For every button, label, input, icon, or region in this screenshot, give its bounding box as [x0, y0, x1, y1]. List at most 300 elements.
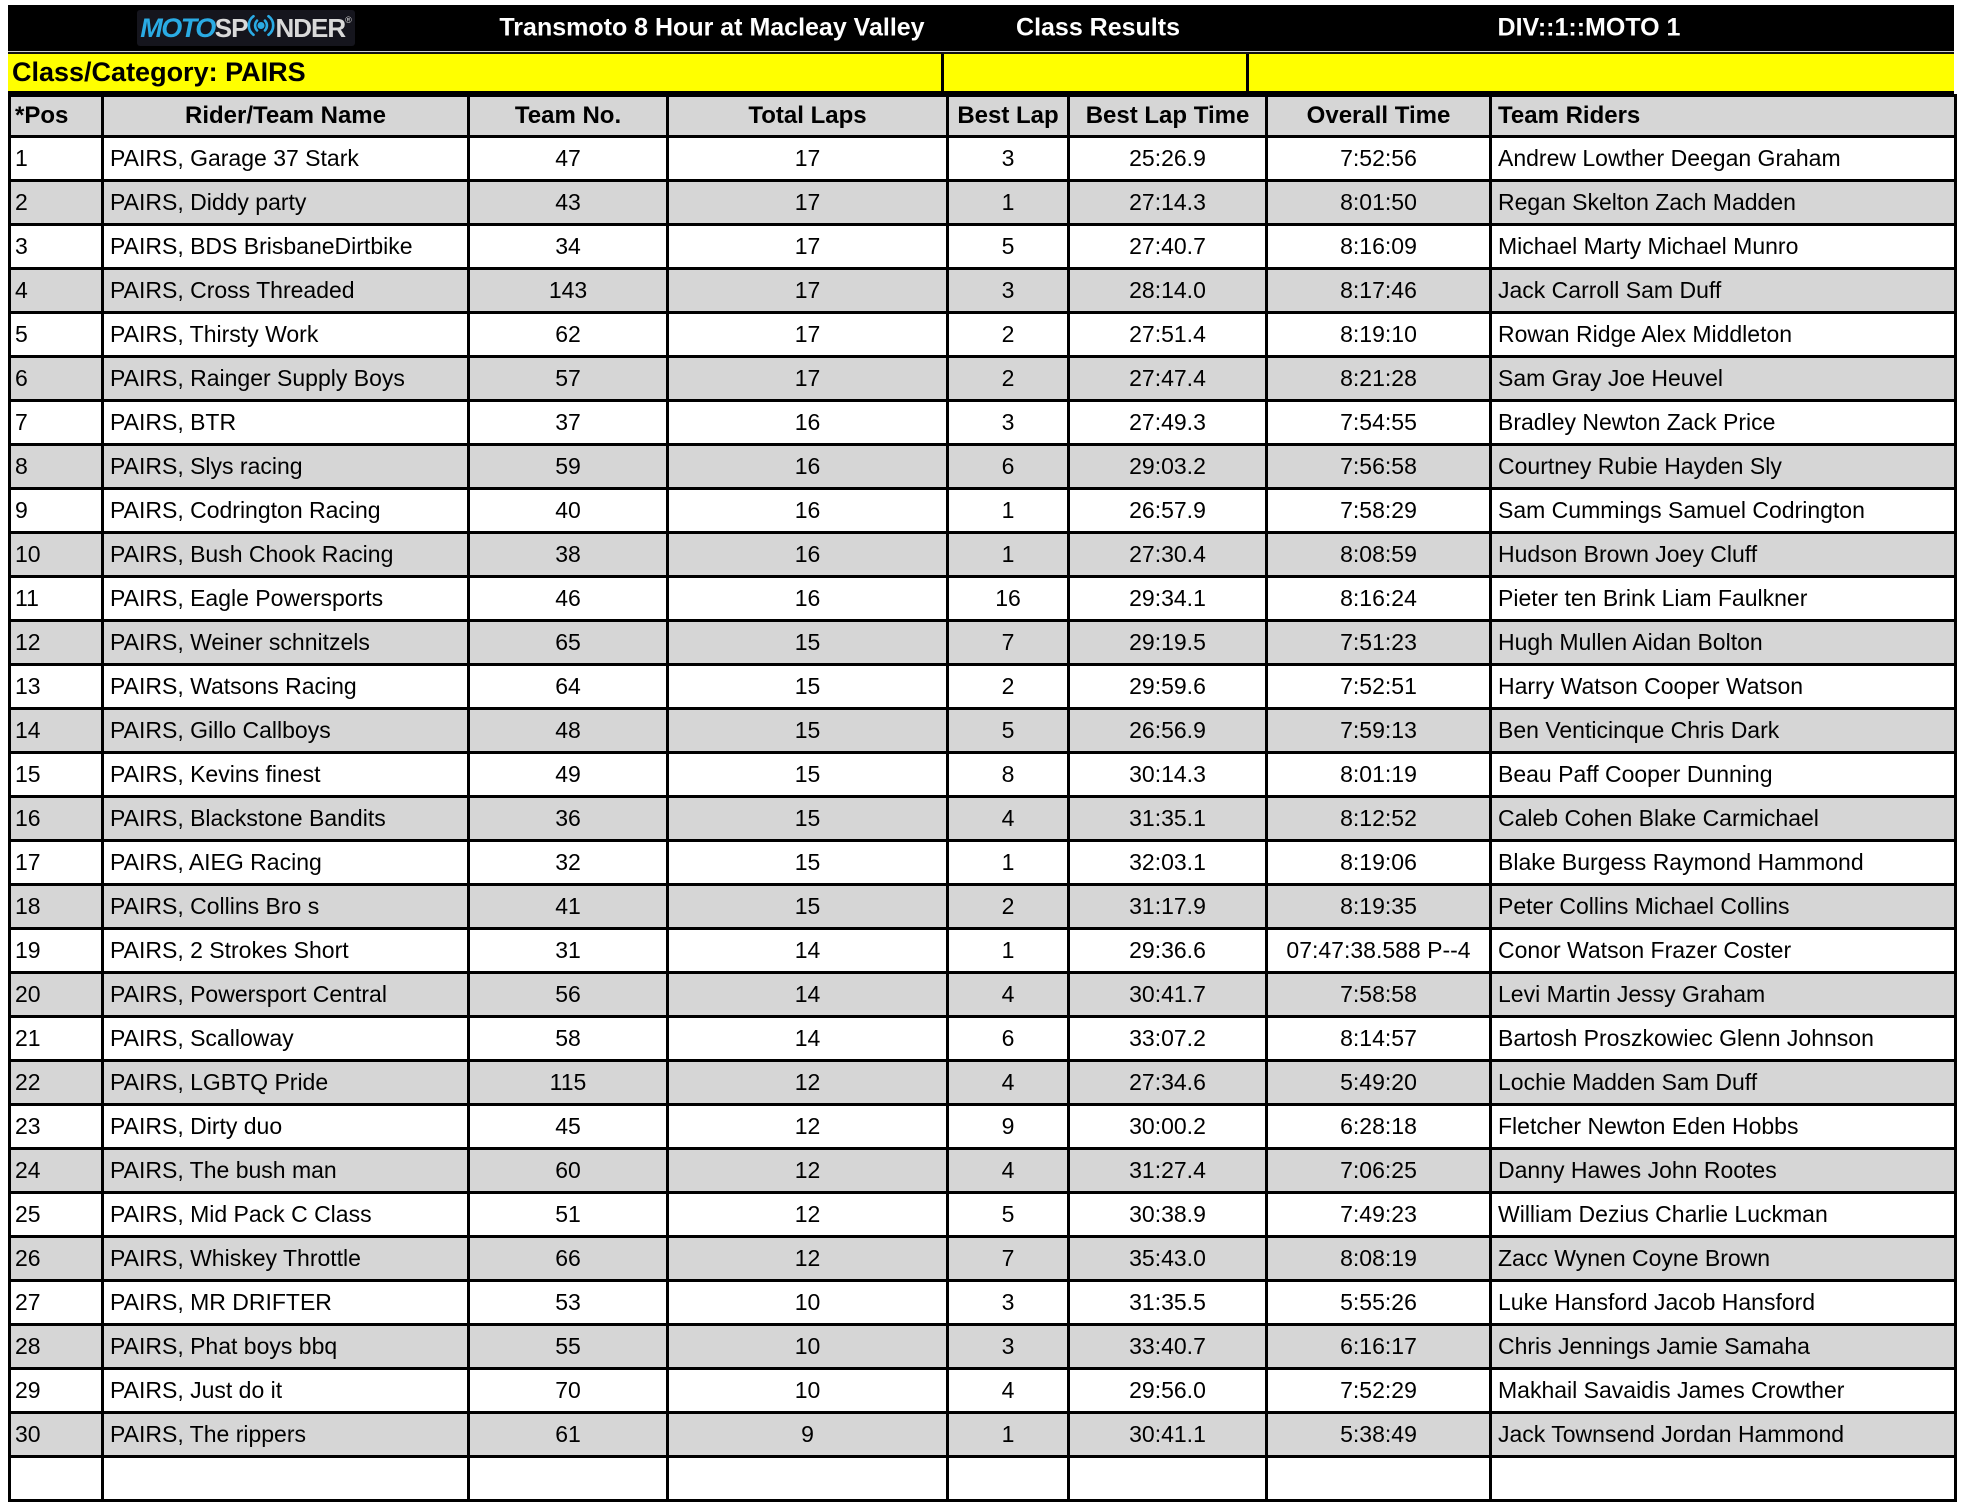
cell-best-lap: 4 — [948, 1369, 1069, 1413]
cell-pos: 21 — [10, 1017, 103, 1061]
table-row — [10, 181, 1956, 225]
cell-best-lap-time: 27:14.3 — [1069, 181, 1267, 225]
cell-best-lap: 2 — [948, 885, 1069, 929]
table-row — [10, 1237, 1956, 1281]
cell-divider — [941, 54, 944, 91]
cell-team-riders: Regan Skelton Zach Madden — [1491, 181, 1956, 225]
cell-best-lap-time: 31:17.9 — [1069, 885, 1267, 929]
table-row — [10, 665, 1956, 709]
cell-best-lap: 4 — [948, 1061, 1069, 1105]
cell-best-lap — [948, 1457, 1069, 1501]
cell-total-laps: 15 — [668, 665, 948, 709]
cell-team-name: PAIRS, Scalloway — [103, 1017, 469, 1061]
cell-team-riders: Luke Hansford Jacob Hansford — [1491, 1281, 1956, 1325]
cell-pos: 11 — [10, 577, 103, 621]
cell-best-lap-time: 30:41.1 — [1069, 1413, 1267, 1457]
cell-best-lap: 1 — [948, 929, 1069, 973]
cell-best-lap: 2 — [948, 357, 1069, 401]
cell-team-name: PAIRS, Kevins finest — [103, 753, 469, 797]
cell-best-lap-time: 28:14.0 — [1069, 269, 1267, 313]
cell-pos: 29 — [10, 1369, 103, 1413]
cell-team-riders: Blake Burgess Raymond Hammond — [1491, 841, 1956, 885]
cell-team-riders: Rowan Ridge Alex Middleton — [1491, 313, 1956, 357]
col-header-pos: *Pos — [10, 96, 103, 137]
cell-best-lap-time: 30:38.9 — [1069, 1193, 1267, 1237]
cell-best-lap: 6 — [948, 445, 1069, 489]
cell-best-lap: 4 — [948, 1149, 1069, 1193]
table-row — [10, 137, 1956, 181]
cell-team-name: PAIRS, AIEG Racing — [103, 841, 469, 885]
cell-team-riders: Danny Hawes John Rootes — [1491, 1149, 1956, 1193]
cell-best-lap-time — [1069, 1457, 1267, 1501]
cell-overall-time: 8:08:59 — [1267, 533, 1491, 577]
cell-best-lap: 3 — [948, 401, 1069, 445]
cell-team-riders: Fletcher Newton Eden Hobbs — [1491, 1105, 1956, 1149]
col-header-best-lap-time: Best Lap Time — [1069, 96, 1267, 137]
cell-team-no: 36 — [469, 797, 668, 841]
cell-total-laps: 15 — [668, 797, 948, 841]
cell-team-name: PAIRS, Gillo Callboys — [103, 709, 469, 753]
cell-pos: 18 — [10, 885, 103, 929]
cell-pos: 17 — [10, 841, 103, 885]
cell-team-no: 53 — [469, 1281, 668, 1325]
cell-overall-time: 5:38:49 — [1267, 1413, 1491, 1457]
cell-team-riders — [1491, 1457, 1956, 1501]
table-row — [10, 709, 1956, 753]
cell-team-no: 66 — [469, 1237, 668, 1281]
cell-best-lap: 6 — [948, 1017, 1069, 1061]
cell-overall-time: 7:54:55 — [1267, 401, 1491, 445]
cell-overall-time — [1267, 1457, 1491, 1501]
cell-team-no: 59 — [469, 445, 668, 489]
cell-best-lap-time: 30:00.2 — [1069, 1105, 1267, 1149]
table-row — [10, 1017, 1956, 1061]
radio-wave-icon — [246, 12, 276, 44]
cell-total-laps: 17 — [668, 225, 948, 269]
cell-team-name: PAIRS, Rainger Supply Boys — [103, 357, 469, 401]
table-row — [10, 797, 1956, 841]
cell-total-laps: 10 — [668, 1369, 948, 1413]
cell-pos: 6 — [10, 357, 103, 401]
cell-pos: 27 — [10, 1281, 103, 1325]
table-row — [10, 1281, 1956, 1325]
table-row — [10, 1457, 1956, 1501]
cell-overall-time: 7:59:13 — [1267, 709, 1491, 753]
cell-team-name: PAIRS, LGBTQ Pride — [103, 1061, 469, 1105]
class-category-bar — [8, 52, 1954, 94]
logo-sp-text: SP — [214, 12, 248, 43]
cell-team-name: PAIRS, Powersport Central — [103, 973, 469, 1017]
cell-best-lap-time: 30:14.3 — [1069, 753, 1267, 797]
cell-team-name: PAIRS, Eagle Powersports — [103, 577, 469, 621]
table-row — [10, 621, 1956, 665]
cell-overall-time: 7:49:23 — [1267, 1193, 1491, 1237]
cell-team-riders: Conor Watson Frazer Coster — [1491, 929, 1956, 973]
cell-team-no — [469, 1457, 668, 1501]
cell-total-laps: 16 — [668, 577, 948, 621]
table-row — [10, 357, 1956, 401]
cell-team-riders: Harry Watson Cooper Watson — [1491, 665, 1956, 709]
cell-team-name: PAIRS, Cross Threaded — [103, 269, 469, 313]
cell-best-lap: 7 — [948, 621, 1069, 665]
cell-overall-time: 8:16:09 — [1267, 225, 1491, 269]
cell-best-lap-time: 31:35.5 — [1069, 1281, 1267, 1325]
cell-total-laps: 17 — [668, 313, 948, 357]
table-row — [10, 489, 1956, 533]
cell-overall-time: 8:01:50 — [1267, 181, 1491, 225]
cell-best-lap: 3 — [948, 1325, 1069, 1369]
cell-pos: 19 — [10, 929, 103, 973]
cell-team-riders: Lochie Madden Sam Duff — [1491, 1061, 1956, 1105]
cell-best-lap: 7 — [948, 1237, 1069, 1281]
cell-team-riders: Jack Carroll Sam Duff — [1491, 269, 1956, 313]
cell-team-no: 48 — [469, 709, 668, 753]
cell-best-lap-time: 29:56.0 — [1069, 1369, 1267, 1413]
cell-team-riders: William Dezius Charlie Luckman — [1491, 1193, 1956, 1237]
cell-pos: 24 — [10, 1149, 103, 1193]
cell-team-no: 46 — [469, 577, 668, 621]
cell-pos: 4 — [10, 269, 103, 313]
cell-best-lap: 16 — [948, 577, 1069, 621]
cell-total-laps: 16 — [668, 401, 948, 445]
table-row — [10, 1193, 1956, 1237]
cell-team-riders: Sam Gray Joe Heuvel — [1491, 357, 1956, 401]
cell-best-lap: 2 — [948, 665, 1069, 709]
cell-overall-time: 8:17:46 — [1267, 269, 1491, 313]
cell-team-riders: Peter Collins Michael Collins — [1491, 885, 1956, 929]
cell-best-lap: 3 — [948, 137, 1069, 181]
cell-best-lap-time: 31:27.4 — [1069, 1149, 1267, 1193]
cell-total-laps: 15 — [668, 621, 948, 665]
cell-team-no: 62 — [469, 313, 668, 357]
cell-team-no: 40 — [469, 489, 668, 533]
cell-team-riders: Ben Venticinque Chris Dark — [1491, 709, 1956, 753]
cell-best-lap-time: 26:56.9 — [1069, 709, 1267, 753]
cell-overall-time: 8:19:10 — [1267, 313, 1491, 357]
cell-pos: 10 — [10, 533, 103, 577]
cell-best-lap: 4 — [948, 973, 1069, 1017]
cell-pos: 8 — [10, 445, 103, 489]
cell-best-lap-time: 29:59.6 — [1069, 665, 1267, 709]
cell-team-no: 143 — [469, 269, 668, 313]
cell-team-no: 57 — [469, 357, 668, 401]
cell-team-no: 61 — [469, 1413, 668, 1457]
cell-team-no: 64 — [469, 665, 668, 709]
cell-team-no: 65 — [469, 621, 668, 665]
cell-total-laps: 15 — [668, 709, 948, 753]
table-row — [10, 1149, 1956, 1193]
cell-pos: 9 — [10, 489, 103, 533]
table-row — [10, 1325, 1956, 1369]
cell-best-lap-time: 30:41.7 — [1069, 973, 1267, 1017]
results-sheet — [8, 5, 1954, 1502]
cell-best-lap-time: 33:07.2 — [1069, 1017, 1267, 1061]
cell-team-name: PAIRS, Diddy party — [103, 181, 469, 225]
cell-team-name: PAIRS, Thirsty Work — [103, 313, 469, 357]
cell-pos: 13 — [10, 665, 103, 709]
cell-overall-time: 7:56:58 — [1267, 445, 1491, 489]
cell-team-riders: Andrew Lowther Deegan Graham — [1491, 137, 1956, 181]
cell-pos: 22 — [10, 1061, 103, 1105]
cell-team-riders: Hudson Brown Joey Cluff — [1491, 533, 1956, 577]
cell-total-laps: 12 — [668, 1149, 948, 1193]
cell-total-laps: 16 — [668, 533, 948, 577]
cell-team-no: 70 — [469, 1369, 668, 1413]
table-row — [10, 225, 1956, 269]
cell-team-no: 43 — [469, 181, 668, 225]
table-row — [10, 313, 1956, 357]
cell-best-lap-time: 29:36.6 — [1069, 929, 1267, 973]
cell-total-laps: 12 — [668, 1061, 948, 1105]
cell-overall-time: 7:52:56 — [1267, 137, 1491, 181]
cell-best-lap: 2 — [948, 313, 1069, 357]
cell-overall-time: 8:19:06 — [1267, 841, 1491, 885]
table-row — [10, 577, 1956, 621]
cell-best-lap-time: 27:49.3 — [1069, 401, 1267, 445]
event-title: Transmoto 8 Hour at Macleay Valley — [499, 13, 925, 42]
cell-overall-time: 7:58:29 — [1267, 489, 1491, 533]
cell-best-lap-time: 29:19.5 — [1069, 621, 1267, 665]
table-row — [10, 1061, 1956, 1105]
class-category-label: Class/Category: PAIRS — [12, 57, 306, 87]
cell-total-laps: 17 — [668, 137, 948, 181]
motosponder-logo — [137, 10, 355, 46]
cell-team-no: 41 — [469, 885, 668, 929]
cell-team-riders: Makhail Savaidis James Crowther — [1491, 1369, 1956, 1413]
cell-overall-time: 8:12:52 — [1267, 797, 1491, 841]
cell-total-laps: 17 — [668, 269, 948, 313]
cell-pos: 12 — [10, 621, 103, 665]
cell-best-lap: 3 — [948, 269, 1069, 313]
table-row — [10, 1105, 1956, 1149]
logo-nder-text: NDER — [275, 12, 346, 43]
table-row — [10, 269, 1956, 313]
cell-best-lap: 1 — [948, 1413, 1069, 1457]
logo-moto-text: MOTO — [140, 12, 215, 43]
cell-best-lap-time: 27:47.4 — [1069, 357, 1267, 401]
table-row — [10, 533, 1956, 577]
cell-team-no: 58 — [469, 1017, 668, 1061]
cell-team-no: 115 — [469, 1061, 668, 1105]
cell-overall-time: 7:52:29 — [1267, 1369, 1491, 1413]
cell-total-laps: 15 — [668, 753, 948, 797]
title-bar — [8, 5, 1954, 52]
cell-team-name: PAIRS, MR DRIFTER — [103, 1281, 469, 1325]
cell-best-lap-time: 32:03.1 — [1069, 841, 1267, 885]
cell-overall-time: 8:19:35 — [1267, 885, 1491, 929]
cell-team-name: PAIRS, The rippers — [103, 1413, 469, 1457]
cell-pos: 15 — [10, 753, 103, 797]
cell-best-lap-time: 27:40.7 — [1069, 225, 1267, 269]
cell-team-no: 56 — [469, 973, 668, 1017]
cell-total-laps: 14 — [668, 973, 948, 1017]
division-label: DIV::1::MOTO 1 — [1497, 13, 1681, 42]
cell-team-name: PAIRS, Just do it — [103, 1369, 469, 1413]
cell-overall-time: 8:01:19 — [1267, 753, 1491, 797]
cell-team-no: 34 — [469, 225, 668, 269]
cell-pos: 7 — [10, 401, 103, 445]
cell-pos: 26 — [10, 1237, 103, 1281]
cell-best-lap-time: 26:57.9 — [1069, 489, 1267, 533]
cell-overall-time: 07:47:38.588 P--4 — [1267, 929, 1491, 973]
cell-total-laps: 16 — [668, 489, 948, 533]
cell-pos — [10, 1457, 103, 1501]
col-header-total-laps: Total Laps — [668, 96, 948, 137]
cell-pos: 28 — [10, 1325, 103, 1369]
cell-team-riders: Beau Paff Cooper Dunning — [1491, 753, 1956, 797]
results-table — [8, 94, 1957, 1502]
table-body — [10, 137, 1956, 1501]
cell-pos: 30 — [10, 1413, 103, 1457]
cell-total-laps: 10 — [668, 1325, 948, 1369]
table-row — [10, 841, 1956, 885]
cell-team-name: PAIRS, Garage 37 Stark — [103, 137, 469, 181]
cell-team-name: PAIRS, The bush man — [103, 1149, 469, 1193]
cell-best-lap-time: 29:03.2 — [1069, 445, 1267, 489]
cell-best-lap: 5 — [948, 225, 1069, 269]
cell-team-riders: Courtney Rubie Hayden Sly — [1491, 445, 1956, 489]
cell-team-name: PAIRS, Blackstone Bandits — [103, 797, 469, 841]
cell-team-riders: Michael Marty Michael Munro — [1491, 225, 1956, 269]
cell-pos: 16 — [10, 797, 103, 841]
col-header-team-name: Rider/Team Name — [103, 96, 469, 137]
table-row — [10, 973, 1956, 1017]
cell-overall-time: 7:52:51 — [1267, 665, 1491, 709]
cell-pos: 14 — [10, 709, 103, 753]
cell-total-laps: 12 — [668, 1237, 948, 1281]
cell-total-laps: 17 — [668, 357, 948, 401]
cell-team-name: PAIRS, Whiskey Throttle — [103, 1237, 469, 1281]
cell-team-no: 51 — [469, 1193, 668, 1237]
cell-team-no: 55 — [469, 1325, 668, 1369]
table-row — [10, 1413, 1956, 1457]
cell-team-riders: Chris Jennings Jamie Samaha — [1491, 1325, 1956, 1369]
cell-overall-time: 8:21:28 — [1267, 357, 1491, 401]
cell-team-no: 31 — [469, 929, 668, 973]
cell-total-laps — [668, 1457, 948, 1501]
header-row — [10, 96, 1956, 137]
col-header-team-riders: Team Riders — [1491, 96, 1956, 137]
cell-best-lap-time: 33:40.7 — [1069, 1325, 1267, 1369]
table-row — [10, 885, 1956, 929]
cell-best-lap: 5 — [948, 709, 1069, 753]
registered-mark: ® — [345, 15, 352, 25]
cell-team-no: 37 — [469, 401, 668, 445]
cell-team-riders: Bradley Newton Zack Price — [1491, 401, 1956, 445]
cell-team-name: PAIRS, Phat boys bbq — [103, 1325, 469, 1369]
cell-total-laps: 17 — [668, 181, 948, 225]
cell-team-name: PAIRS, Dirty duo — [103, 1105, 469, 1149]
cell-best-lap-time: 31:35.1 — [1069, 797, 1267, 841]
cell-best-lap-time: 35:43.0 — [1069, 1237, 1267, 1281]
table-row — [10, 445, 1956, 489]
cell-total-laps: 12 — [668, 1105, 948, 1149]
cell-team-name: PAIRS, Watsons Racing — [103, 665, 469, 709]
cell-team-name: PAIRS, BTR — [103, 401, 469, 445]
cell-team-no: 47 — [469, 137, 668, 181]
cell-total-laps: 14 — [668, 929, 948, 973]
cell-team-riders: Levi Martin Jessy Graham — [1491, 973, 1956, 1017]
cell-team-riders: Jack Townsend Jordan Hammond — [1491, 1413, 1956, 1457]
cell-team-name: PAIRS, Collins Bro s — [103, 885, 469, 929]
cell-pos: 20 — [10, 973, 103, 1017]
cell-team-no: 45 — [469, 1105, 668, 1149]
cell-best-lap-time: 27:34.6 — [1069, 1061, 1267, 1105]
cell-best-lap-time: 27:51.4 — [1069, 313, 1267, 357]
col-header-team-no: Team No. — [469, 96, 668, 137]
report-type-label: Class Results — [1016, 13, 1180, 42]
cell-team-name: PAIRS, Weiner schnitzels — [103, 621, 469, 665]
cell-best-lap: 1 — [948, 489, 1069, 533]
table-row — [10, 929, 1956, 973]
cell-team-riders: Hugh Mullen Aidan Bolton — [1491, 621, 1956, 665]
cell-best-lap: 8 — [948, 753, 1069, 797]
table-row — [10, 1369, 1956, 1413]
cell-total-laps: 15 — [668, 885, 948, 929]
col-header-overall-time: Overall Time — [1267, 96, 1491, 137]
cell-overall-time: 5:49:20 — [1267, 1061, 1491, 1105]
cell-team-name: PAIRS, Slys racing — [103, 445, 469, 489]
cell-best-lap: 1 — [948, 181, 1069, 225]
cell-total-laps: 9 — [668, 1413, 948, 1457]
cell-best-lap: 1 — [948, 841, 1069, 885]
cell-best-lap-time: 27:30.4 — [1069, 533, 1267, 577]
cell-team-no: 60 — [469, 1149, 668, 1193]
cell-total-laps: 10 — [668, 1281, 948, 1325]
cell-pos: 1 — [10, 137, 103, 181]
cell-best-lap-time: 25:26.9 — [1069, 137, 1267, 181]
cell-overall-time: 7:51:23 — [1267, 621, 1491, 665]
cell-pos: 2 — [10, 181, 103, 225]
cell-team-name: PAIRS, 2 Strokes Short — [103, 929, 469, 973]
cell-overall-time: 6:28:18 — [1267, 1105, 1491, 1149]
cell-overall-time: 7:58:58 — [1267, 973, 1491, 1017]
cell-pos: 23 — [10, 1105, 103, 1149]
cell-pos: 3 — [10, 225, 103, 269]
cell-team-name: PAIRS, Bush Chook Racing — [103, 533, 469, 577]
cell-overall-time: 8:08:19 — [1267, 1237, 1491, 1281]
cell-team-name — [103, 1457, 469, 1501]
cell-overall-time: 8:16:24 — [1267, 577, 1491, 621]
cell-total-laps: 16 — [668, 445, 948, 489]
cell-overall-time: 7:06:25 — [1267, 1149, 1491, 1193]
col-header-best-lap: Best Lap — [948, 96, 1069, 137]
cell-team-name: PAIRS, Mid Pack C Class — [103, 1193, 469, 1237]
cell-best-lap: 1 — [948, 533, 1069, 577]
cell-team-riders: Sam Cummings Samuel Codrington — [1491, 489, 1956, 533]
cell-total-laps: 14 — [668, 1017, 948, 1061]
cell-team-no: 49 — [469, 753, 668, 797]
cell-best-lap-time: 29:34.1 — [1069, 577, 1267, 621]
cell-best-lap: 9 — [948, 1105, 1069, 1149]
cell-team-riders: Bartosh Proszkowiec Glenn Johnson — [1491, 1017, 1956, 1061]
cell-best-lap: 3 — [948, 1281, 1069, 1325]
cell-team-riders: Caleb Cohen Blake Carmichael — [1491, 797, 1956, 841]
cell-team-name: PAIRS, Codrington Racing — [103, 489, 469, 533]
cell-best-lap: 5 — [948, 1193, 1069, 1237]
cell-divider — [1246, 54, 1249, 91]
cell-team-no: 38 — [469, 533, 668, 577]
cell-pos: 5 — [10, 313, 103, 357]
cell-overall-time: 5:55:26 — [1267, 1281, 1491, 1325]
cell-best-lap: 4 — [948, 797, 1069, 841]
cell-team-riders: Zacc Wynen Coyne Brown — [1491, 1237, 1956, 1281]
cell-team-name: PAIRS, BDS BrisbaneDirtbike — [103, 225, 469, 269]
cell-team-riders: Pieter ten Brink Liam Faulkner — [1491, 577, 1956, 621]
cell-pos: 25 — [10, 1193, 103, 1237]
cell-team-no: 32 — [469, 841, 668, 885]
table-row — [10, 401, 1956, 445]
